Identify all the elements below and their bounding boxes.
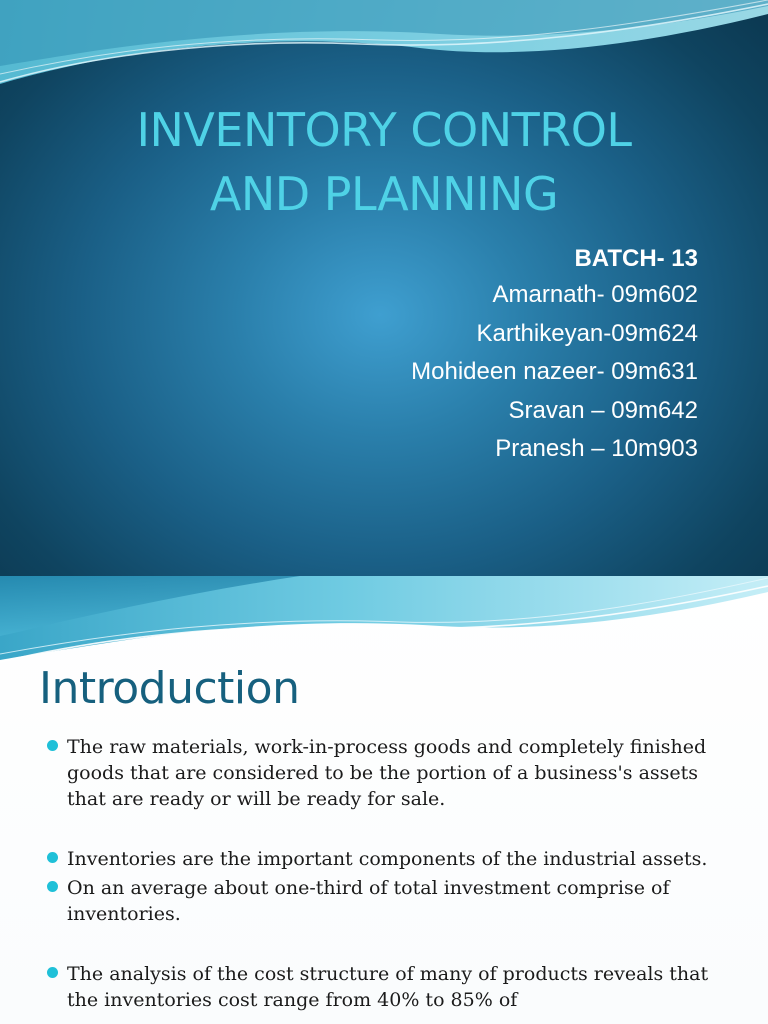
bullet-text: On an average about one-third of total investment comprise of inventories. [67,877,670,925]
bullet-icon [47,740,58,751]
list-item [45,846,725,872]
member-line: Mohideen nazeer- 09m631 [411,358,698,385]
slide-title [0,98,768,226]
bullet-icon [47,852,58,863]
batch-info [411,242,698,469]
member-line: Pranesh – 10m903 [495,435,698,462]
member-line: Karthikeyan-09m624 [476,319,698,347]
bullet-icon [47,881,58,892]
decorative-wave-top [0,576,768,672]
list-item [45,734,725,812]
bullet-text: Inventories are the important components of the industrial assets. [67,848,708,870]
batch-label: BATCH- 13 [574,245,698,272]
bullet-text: The analysis of the cost structure of many of products reveals that the inventories cost range from 40% to 85% of [67,963,709,1011]
member-line: Amarnath- 09m602 [492,281,698,308]
member-line: Sravan – 09m642 [508,396,698,424]
title-line-2: AND PLANNING [209,167,559,221]
bullet-list [45,734,725,1013]
bullet-text: The raw materials, work-in-process goods and completely finished goods that are considered to be the portion of a business's assets that are ready or will be ready for sale. [67,736,707,810]
list-item [45,875,725,927]
list-item [45,961,725,1013]
title-line-1: INVENTORY CONTROL [136,103,632,157]
bullet-icon [47,967,58,978]
introduction-slide [0,576,768,1024]
decorative-wave-top [0,0,768,100]
slide-heading: Introduction [39,663,300,714]
